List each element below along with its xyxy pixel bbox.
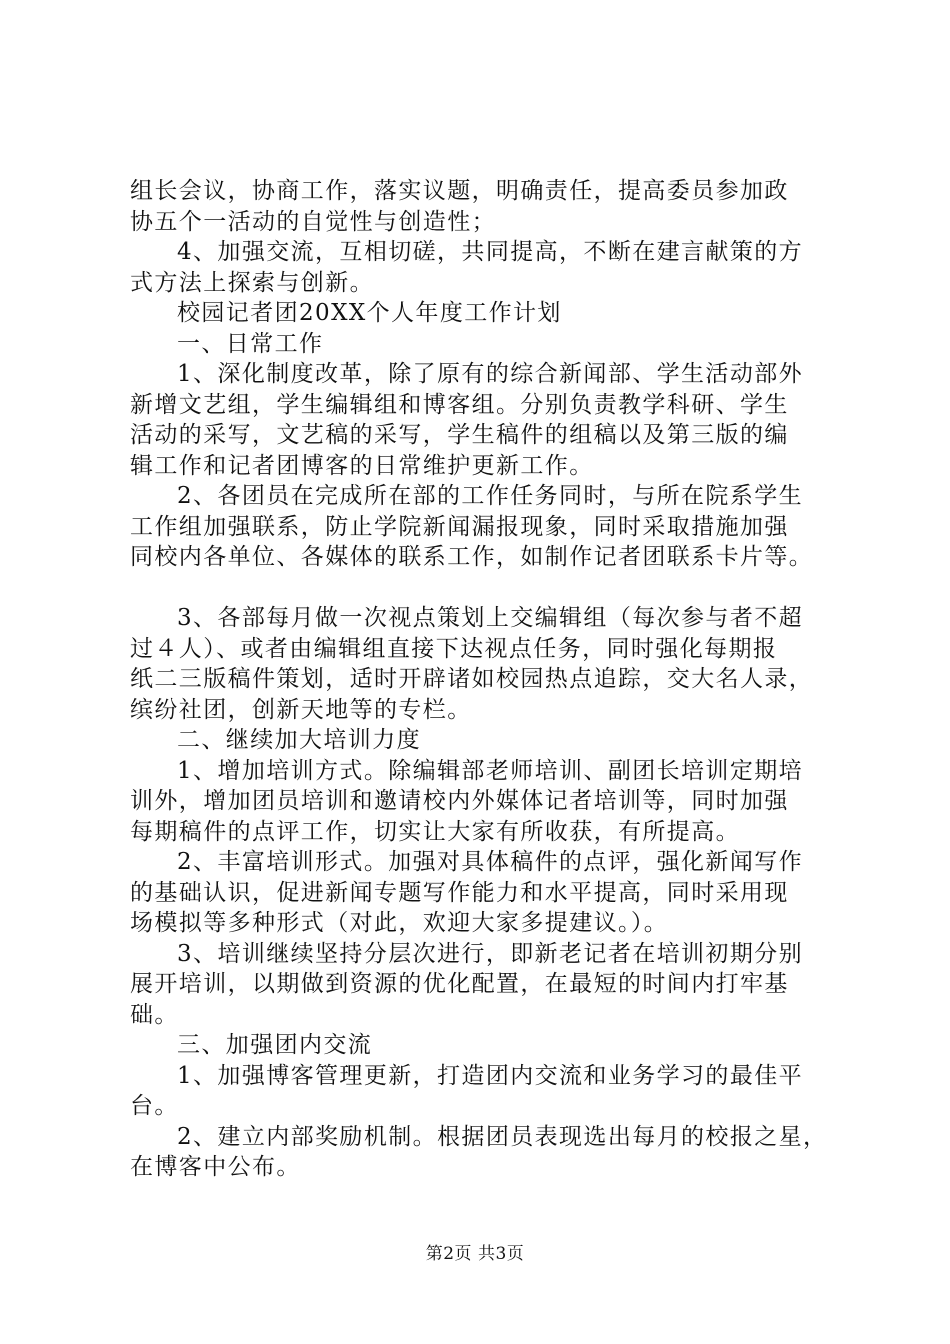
blank-line bbox=[130, 573, 850, 604]
text-line: 4、加强交流，互相切磋，共同提高，不断在建言献策的方 bbox=[177, 239, 804, 265]
text-line: 组长会议，协商工作，落实议题，明确责任，提高委员参加政 bbox=[130, 178, 789, 204]
text-line: 台。 bbox=[130, 1093, 179, 1119]
text-line: 新增文艺组，学生编辑组和博客组。分别负责教学科研、学生 bbox=[130, 391, 789, 418]
text-line: 协五个一活动的自觉性与创造性； bbox=[130, 208, 496, 235]
text-line: 式方法上探索与创新。 bbox=[130, 269, 374, 296]
text-line: 1、加强博客管理更新，打造团内交流和业务学习的最佳平 bbox=[177, 1062, 804, 1089]
text-line: 1、增加培训方式。除编辑部老师培训、副团长培训定期培 bbox=[177, 757, 804, 784]
text-line: 2、各团员在完成所在部的工作任务同时，与所在院系学生 bbox=[177, 483, 804, 509]
text-line: 同校内各单位、各媒体的联系工作，如制作记者团联系卡片等。 bbox=[130, 544, 814, 570]
text-line: 缤纷社团，创新天地等的专栏。 bbox=[130, 696, 472, 723]
text-line: 展开培训，以期做到资源的优化配置，在最短的时间内打牢基 bbox=[130, 971, 789, 997]
text-line: 一、日常工作 bbox=[177, 330, 324, 357]
page-footer: 第2页 共3页 bbox=[425, 1244, 525, 1264]
text-line: 每期稿件的点评工作，切实让大家有所收获，有所提高。 bbox=[130, 818, 740, 845]
text-line: 过４人）、或者由编辑组直接下达视点任务，同时强化每期报 bbox=[130, 635, 778, 662]
text-line: 2、丰富培训形式。加强对具体稿件的点评，强化新闻写作 bbox=[177, 849, 804, 875]
text-line: 的基础认识，促进新闻专题写作能力和水平提高，同时采用现 bbox=[130, 879, 789, 906]
text-line: 纸二三版稿件策划，适时开辟诸如校园热点追踪，交大名人录， bbox=[130, 666, 814, 692]
text-line: 在博客中公布。 bbox=[130, 1154, 301, 1180]
text-line: 校园记者团20XX个人年度工作计划 bbox=[177, 300, 562, 326]
text-line: 辑工作和记者团博客的日常维护更新工作。 bbox=[130, 452, 594, 479]
text-line: 二、继续加大培训力度 bbox=[177, 727, 421, 753]
text-line: 三、加强团内交流 bbox=[177, 1032, 373, 1058]
text-line: 工作组加强联系，防止学院新闻漏报现象，同时采取措施加强 bbox=[130, 513, 789, 540]
document-body bbox=[130, 176, 850, 1183]
text-line: 3、培训继续坚持分层次进行，即新老记者在培训初期分别 bbox=[177, 940, 804, 967]
text-line: 活动的采写，文艺稿的采写，学生稿件的组稿以及第三版的编 bbox=[130, 422, 789, 448]
text-line: 训外，增加团员培训和邀请校内外媒体记者培训等，同时加强 bbox=[130, 788, 789, 814]
text-line: 2、建立内部奖励机制。根据团员表现选出每月的校报之星， bbox=[177, 1123, 828, 1150]
text-line: 3、各部每月做一次视点策划上交编辑组（每次参与者不超 bbox=[177, 605, 804, 631]
text-line: 础。 bbox=[130, 1001, 179, 1028]
text-line: 场模拟等多种形式（对此，欢迎大家多提建议。）。 bbox=[130, 910, 669, 936]
text-line: 1、深化制度改革，除了原有的综合新闻部、学生活动部外 bbox=[177, 361, 804, 387]
